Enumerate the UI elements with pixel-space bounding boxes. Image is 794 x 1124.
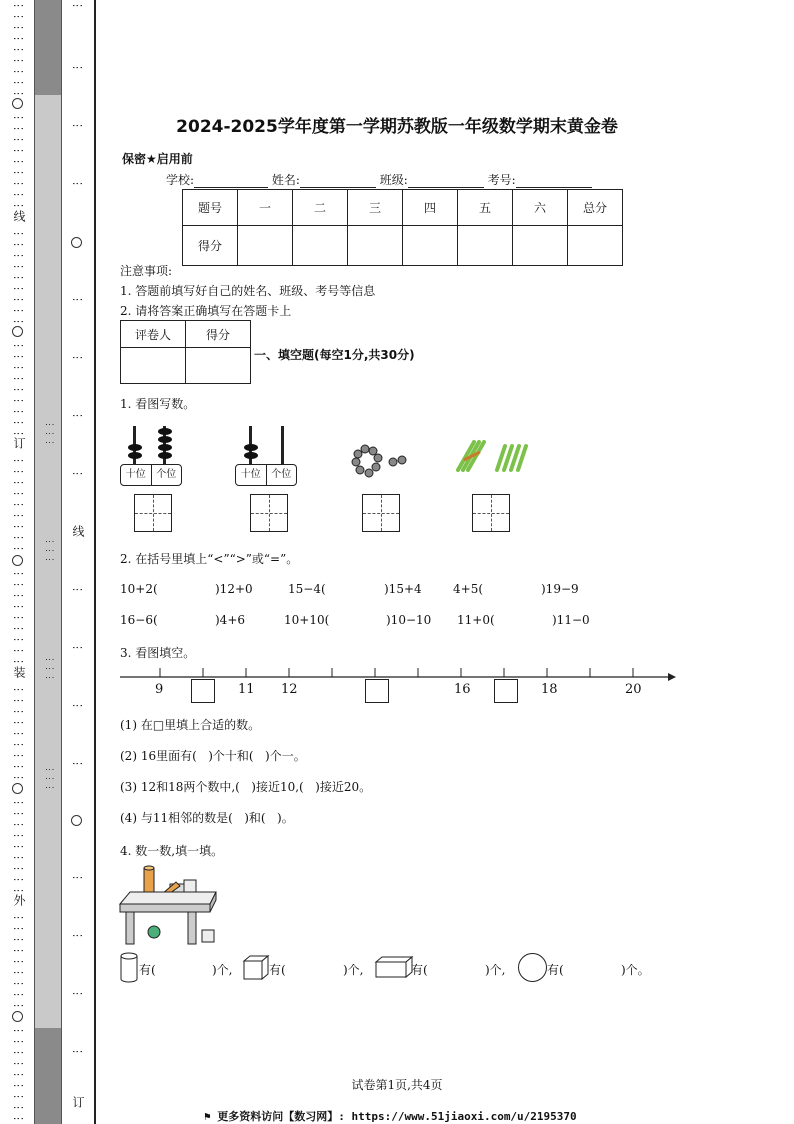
count-cuboid-close: )个,	[485, 963, 506, 977]
note-item: 2. 请将答案正确填写在答题卡上	[120, 304, 292, 318]
compare-left: 10+2(	[120, 582, 158, 596]
inner-binding-margin: ⋮ ⋮ ⋮ ⋮ ⋮ ⋮ ⋮ ⋮ 线 ⋮ ⋮ ⋮ ⋮ ⋮ ⋮ ⋮ ⋮ 订	[60, 0, 96, 1124]
binding-hole-circle	[12, 98, 23, 109]
q3-item: (1) 在□里填上合适的数。	[120, 718, 261, 732]
dotted-line: ⋮⋮⋮⋮⋮⋮⋮⋮⋮	[12, 112, 25, 211]
score-cell[interactable]	[458, 226, 513, 266]
dotted-line: ⋮⋮⋮⋮⋮⋮⋮⋮⋮	[12, 797, 25, 896]
tick-label: 11	[238, 682, 255, 697]
compare-left: 15−4(	[288, 582, 326, 596]
student-info-row	[166, 171, 592, 188]
binding-hole-circle	[12, 326, 23, 337]
score-cell[interactable]	[293, 226, 348, 266]
compare-right: )19−9	[541, 582, 579, 596]
score-header-cell: 二	[293, 190, 348, 226]
name-label: 姓名:	[271, 173, 300, 187]
compare-right: )11−0	[552, 613, 590, 627]
dotted-line: ⋮⋮⋮⋮⋮⋮⋮⋮⋮	[12, 1025, 25, 1124]
flag-icon: ⚑	[204, 1110, 218, 1123]
count-sphere-open: 有(	[547, 963, 564, 977]
dotted-line: ⋮⋮⋮⋮⋮⋮⋮⋮⋮	[12, 684, 25, 783]
answer-grid-2[interactable]	[250, 494, 288, 532]
tens-label: 十位	[236, 465, 267, 485]
question-2: 2. 在括号里填上“<”“>”或“=”。	[120, 552, 299, 566]
grader-score-cell[interactable]	[186, 348, 251, 384]
blank-box[interactable]	[494, 679, 518, 703]
compare-left: 16−6(	[120, 613, 158, 627]
compare-right: )10−10	[386, 613, 432, 627]
tick-label: 20	[625, 682, 642, 697]
score-header-cell: 五	[458, 190, 513, 226]
dotted-line: ⋮⋮⋮⋮⋮⋮⋮⋮⋮	[12, 912, 25, 1011]
score-cell[interactable]	[348, 226, 403, 266]
ones-label: 个位	[156, 469, 177, 480]
notes-title: 注意事项:	[120, 264, 173, 278]
reviewer-cell[interactable]	[121, 348, 186, 384]
grader-score-header: 得分	[186, 321, 251, 348]
compare-left: 10+10(	[284, 613, 330, 627]
school-label: 学校:	[166, 173, 195, 187]
table-with-objects-image	[118, 864, 222, 946]
cylinder-icon	[119, 951, 139, 985]
dotted-line: ⋮⋮⋮⋮⋮⋮⋮⋮⋮	[12, 228, 25, 327]
section-title: 一、填空题(每空1分,共30分)	[254, 348, 415, 362]
score-table-header-row	[183, 190, 623, 226]
count-cuboid-open: 有(	[411, 963, 428, 977]
cuboid-icon	[374, 955, 414, 979]
compare-left: 11+0(	[457, 613, 495, 627]
question-4: 4. 数一数,填一填。	[120, 844, 224, 858]
confidential-label: 保密★启用前	[122, 152, 193, 166]
inner-label-order: 订	[71, 1096, 85, 1108]
score-header-cell: 总分	[568, 190, 623, 226]
score-cell[interactable]	[403, 226, 458, 266]
q3-item: (4) 与11相邻的数是( )和( )。	[120, 811, 294, 825]
dotted-line: ⋮⋮⋮⋮⋮⋮⋮⋮⋮	[12, 0, 25, 99]
score-row-label: 得分	[183, 226, 238, 266]
exam-no-label: 考号:	[487, 173, 516, 187]
tick-label: 18	[541, 682, 558, 697]
dotted-line: ⋮⋮⋮⋮⋮⋮⋮⋮⋮	[12, 568, 25, 667]
binding-hole-circle	[71, 815, 82, 826]
class-label: 班级:	[379, 173, 408, 187]
resource-link[interactable]	[204, 1108, 577, 1124]
tick-label: 12	[281, 682, 298, 697]
score-cell[interactable]	[513, 226, 568, 266]
compare-right: )4+6	[215, 613, 246, 627]
tick-label: 16	[454, 682, 471, 697]
count-cylinder-close: )个,	[212, 963, 233, 977]
score-header-cell: 三	[348, 190, 403, 226]
compare-right: )15+4	[384, 582, 422, 596]
count-cylinder-open: 有(	[139, 963, 156, 977]
score-cell[interactable]	[568, 226, 623, 266]
binding-hole-circle	[12, 555, 23, 566]
outer-binding-margin	[0, 0, 34, 1124]
tick-label: 9	[155, 682, 164, 697]
count-cube-open: 有(	[269, 963, 286, 977]
school-field[interactable]	[194, 175, 268, 188]
binding-hole-circle	[12, 1011, 23, 1022]
reviewer-header: 评卷人	[121, 321, 186, 348]
blank-box[interactable]	[365, 679, 389, 703]
margin-label-line: 线	[12, 210, 26, 222]
ones-label: 个位	[271, 469, 292, 480]
answer-grid-3[interactable]	[362, 494, 400, 532]
bead-ring-image	[348, 444, 412, 480]
tens-label: 十位	[121, 465, 152, 485]
score-header-cell: 题号	[183, 190, 238, 226]
score-header-cell: 四	[403, 190, 458, 226]
name-field[interactable]	[300, 175, 376, 188]
sphere-icon	[518, 953, 547, 982]
binding-hole-circle	[12, 783, 23, 794]
dotted-line: ⋮⋮⋮⋮⋮⋮⋮⋮⋮	[12, 340, 25, 439]
class-field[interactable]	[408, 175, 484, 188]
grader-table	[120, 320, 251, 384]
margin-label-order: 订	[12, 437, 26, 449]
margin-label-outer: 外	[12, 894, 26, 906]
q3-item: (2) 16里面有( )个十和( )个一。	[120, 749, 306, 763]
cube-icon	[242, 954, 270, 982]
compare-left: 4+5(	[453, 582, 484, 596]
stick-bundle-image	[454, 436, 530, 476]
score-header-cell: 六	[513, 190, 568, 226]
resource-link-text: 更多资料访问【数习网】: https://www.51jiaoxi.com/u/2195370	[217, 1110, 577, 1123]
blank-box[interactable]	[191, 679, 215, 703]
question-1: 1. 看图写数。	[120, 397, 196, 411]
note-item: 1. 答题前填写好自己的姓名、班级、考号等信息	[120, 284, 376, 298]
compare-right: )12+0	[215, 582, 253, 596]
inner-label-line: 线	[71, 525, 85, 537]
answer-grid-4[interactable]	[472, 494, 510, 532]
score-table	[182, 189, 623, 266]
count-cube-close: )个,	[343, 963, 364, 977]
exam-title: 2024-2025学年度第一学期苏教版一年级数学期末黄金卷	[176, 117, 618, 137]
binding-strip: ⋮⋮⋮ ⋮⋮⋮ ⋮⋮⋮ ⋮⋮⋮	[34, 0, 62, 1124]
binding-hole-circle	[71, 237, 82, 248]
exam-no-field[interactable]	[516, 175, 592, 188]
count-sphere-close: )个。	[621, 963, 650, 977]
score-header-cell: 一	[238, 190, 293, 226]
page-footer: 试卷第1页,共4页	[351, 1078, 443, 1092]
margin-label-bind: 装	[12, 666, 26, 678]
dotted-line: ⋮⋮⋮⋮⋮⋮⋮⋮⋮	[12, 455, 25, 554]
score-table-row	[183, 226, 623, 266]
question-3: 3. 看图填空。	[120, 646, 196, 660]
score-cell[interactable]	[238, 226, 293, 266]
q3-item: (3) 12和18两个数中,( )接近10,( )接近20。	[120, 780, 372, 794]
answer-grid-1[interactable]	[134, 494, 172, 532]
